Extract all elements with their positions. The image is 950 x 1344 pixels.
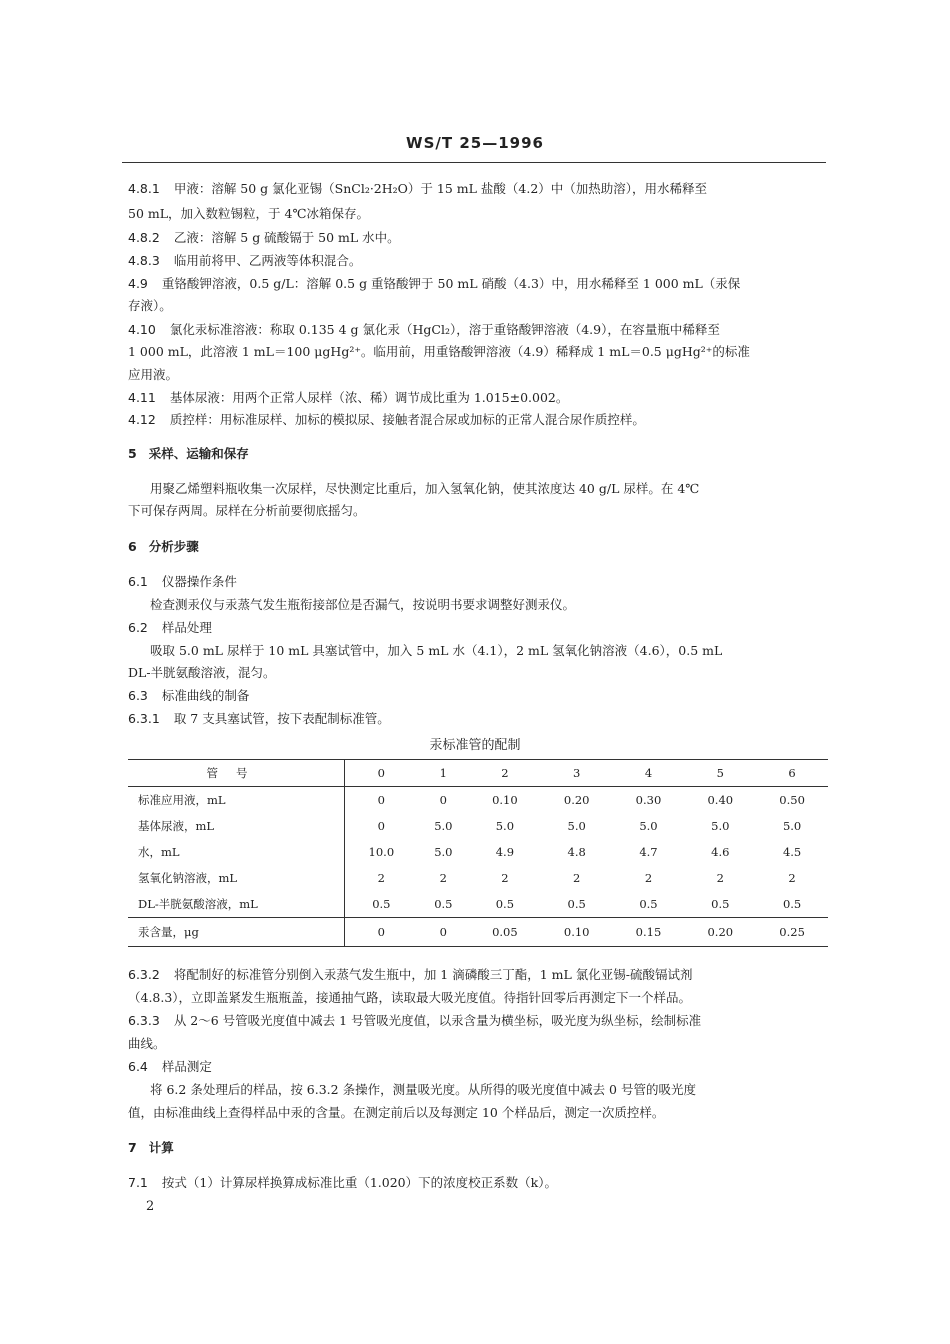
body-paragraph [128, 665, 828, 681]
clause-text: 曲线。 [128, 1036, 166, 1051]
clause-text: 取 7 支具塞试管，按下表配制标准管。 [173, 711, 390, 726]
table-cell: 4.7 [639, 845, 658, 859]
clause-text: 乙液：溶解 5 g 硫酸镉于 50 mL 水中。 [173, 230, 400, 245]
clause-4-10 [128, 322, 828, 338]
table-cell: 2 [644, 871, 653, 885]
table-cell: 0.5 [782, 897, 802, 911]
clause-number: 6.1 [128, 574, 148, 589]
table-cell: 0 [377, 793, 385, 807]
table-cell: 0.40 [707, 793, 734, 807]
section-5-heading [128, 446, 828, 462]
section-title: 计算 [148, 1140, 174, 1155]
table-header-cell: 管号 [128, 760, 345, 787]
clause-text: 存液）。 [128, 298, 172, 313]
table-header-cell: 5 [684, 760, 756, 787]
table-cell: 0.15 [613, 918, 685, 947]
body-paragraph [150, 1082, 850, 1098]
table-cell: 4.8 [567, 845, 586, 859]
table-cell: 0.25 [756, 918, 828, 947]
body-paragraph [128, 503, 828, 519]
clause-number: 4.12 [128, 412, 156, 427]
clause-continuation [128, 990, 828, 1006]
section-number: 5 [128, 446, 137, 461]
table-header-cell: 4 [613, 760, 685, 787]
table-cell: 0 [377, 819, 385, 833]
clause-6-2 [128, 620, 828, 636]
body-text: DL-半胱氨酸溶液，混匀。 [128, 665, 276, 680]
table-row-label: 标准应用液，mL [128, 787, 345, 814]
table-caption: 汞标准管的配制 [429, 738, 521, 753]
clause-4-9 [128, 276, 828, 292]
clause-text: 按式（1）计算尿样换算成标准比重（1.020）下的浓度校正系数（k）。 [161, 1175, 557, 1190]
table-header-row [128, 760, 828, 787]
clause-6-3-1 [128, 711, 828, 727]
table-cell: 5.0 [711, 819, 730, 833]
table-cell: 4.9 [495, 845, 515, 859]
body-paragraph [150, 643, 850, 659]
table-cell: 5.0 [567, 819, 586, 833]
table-header-cell: 2 [469, 760, 541, 787]
clause-number: 6.3.3 [128, 1013, 160, 1028]
table-cell: 0.5 [639, 897, 658, 911]
table-row-label: 水，mL [128, 839, 345, 865]
table-cell: 0.5 [567, 897, 586, 911]
table-cell: 0.20 [563, 793, 590, 807]
clause-4-11 [128, 390, 828, 406]
body-text: 下可保存两周。尿样在分析前要彻底摇匀。 [128, 503, 366, 518]
standard-tube-table [128, 759, 828, 947]
clause-text: 临用前将甲、乙两液等体积混合。 [173, 253, 362, 268]
clause-4-8-1 [128, 181, 828, 197]
table-cell: 0.20 [684, 918, 756, 947]
table-row-label: DL-半胱氨酸溶液，mL [128, 891, 345, 918]
body-text: 将 6.2 条处理后的样品，按 6.3.2 条操作，测量吸光度。从所得的吸光度值中减去 0 号管的吸光度 [150, 1082, 696, 1097]
table-cell: 0.10 [492, 793, 518, 807]
table-row [128, 918, 828, 947]
clause-number: 7.1 [128, 1175, 148, 1190]
section-7-heading [128, 1140, 828, 1156]
clause-text: 标准曲线的制备 [161, 688, 250, 703]
clause-number: 4.8.1 [128, 181, 160, 196]
table-header-cell: 0 [345, 760, 418, 787]
clause-number: 4.8.2 [128, 230, 160, 245]
table-row [128, 787, 828, 814]
clause-6-4 [128, 1059, 828, 1075]
clause-number: 6.4 [128, 1059, 148, 1074]
clause-4-12 [128, 412, 828, 428]
table-row [128, 865, 828, 891]
table-cell: 0.5 [434, 897, 453, 911]
clause-text: 样品测定 [161, 1059, 212, 1074]
section-title: 采样、运输和保存 [148, 446, 249, 461]
table-cell: 0.05 [469, 918, 541, 947]
clause-text: 从 2～6 号管吸光度值中减去 1 号管吸光度值，以汞含量为横坐标，吸光度为纵坐标，绘制标准 [173, 1013, 702, 1028]
table-cell: 5.0 [782, 819, 802, 833]
table-cell: 5.0 [434, 819, 453, 833]
table-row [128, 839, 828, 865]
table-cell: 2 [573, 871, 581, 885]
table-cell: 5.0 [639, 819, 658, 833]
table-cell: 2 [439, 871, 447, 885]
clause-number: 6.2 [128, 620, 148, 635]
table-cell: 0.50 [779, 793, 805, 807]
clause-continuation [128, 367, 828, 383]
body-text: 吸取 5.0 mL 尿样于 10 mL 具塞试管中，加入 5 mL 水（4.1），2 mL 氢氧化钠溶液（4.6），0.5 mL [150, 643, 723, 658]
section-title: 分析步骤 [148, 539, 199, 554]
clause-continuation [128, 206, 828, 222]
clause-number: 4.9 [128, 276, 148, 291]
clause-continuation [128, 298, 828, 314]
clause-text: 将配制好的标准管分别倒入汞蒸气发生瓶中，加 1 滴磷酸三丁酯，1 mL 氯化亚锡-硫酸镉试剂 [173, 967, 693, 982]
clause-continuation [128, 1036, 828, 1052]
table-cell: 0.5 [711, 897, 730, 911]
table-header-cell: 1 [418, 760, 469, 787]
section-number: 6 [128, 539, 137, 554]
table-cell: 0.10 [541, 918, 613, 947]
section-6-heading [128, 539, 828, 555]
body-text: 值，由标准曲线上查得样品中汞的含量。在测定前后以及每测定 10 个样品后，测定一次质控样。 [128, 1105, 665, 1120]
table-row-label: 氢氧化钠溶液，mL [128, 865, 345, 891]
clause-text: 1 000 mL，此溶液 1 mL＝100 μgHg²⁺。临用前，用重铬酸钾溶液（4.9）稀释成 1 mL＝0.5 μgHg²⁺的标准 [128, 344, 750, 359]
clause-text: 重铬酸钾溶液，0.5 g/L：溶解 0.5 g 重铬酸钾于 50 mL 硝酸（4.3）中，用水稀释至 1 000 mL（汞保 [161, 276, 741, 291]
clause-6-3-2 [128, 967, 828, 983]
clause-4-8-2 [128, 230, 828, 246]
table-cell: 2 [501, 871, 509, 885]
clause-7-1 [128, 1175, 828, 1191]
section-number: 7 [128, 1140, 137, 1155]
clause-text: 应用液。 [128, 367, 179, 382]
table-cell: 4.6 [711, 845, 730, 859]
clause-text: 质控样：用标准尿样、加标的模拟尿、接触者混合尿或加标的正常人混合尿作质控样。 [169, 412, 645, 427]
page-header: WS/T 25—1996 [406, 134, 544, 152]
clause-text: 50 mL，加入数粒锡粒，于 4℃冰箱保存。 [128, 206, 369, 221]
table-cell: 2 [716, 871, 724, 885]
table-cell: 2 [788, 871, 796, 885]
table-row [128, 891, 828, 918]
clause-text: （4.8.3），立即盖紧发生瓶瓶盖，接通抽气路，读取最大吸光度值。待指针回零后再测定下一个样品。 [128, 990, 692, 1005]
clause-number: 6.3 [128, 688, 148, 703]
clause-continuation [128, 344, 828, 360]
clause-6-1 [128, 574, 828, 590]
table-header-cell: 6 [756, 760, 828, 787]
table-cell: 5.0 [495, 819, 515, 833]
clause-text: 仪器操作条件 [161, 574, 237, 589]
table-row [128, 813, 828, 839]
clause-text: 样品处理 [161, 620, 212, 635]
header-rule [122, 162, 826, 163]
table-cell: 10.0 [368, 845, 395, 859]
clause-text: 氯化汞标准溶液：称取 0.135 4 g 氯化汞（HgCl₂），溶于重铬酸钾溶液（4.9），在容量瓶中稀释至 [169, 322, 720, 337]
table-cell: 5.0 [434, 845, 453, 859]
table-cell: 0.30 [635, 793, 662, 807]
body-paragraph [128, 1105, 828, 1121]
table-cell: 0 [418, 918, 469, 947]
clause-4-8-3 [128, 253, 828, 269]
table-header-cell: 3 [541, 760, 613, 787]
table-cell: 0.5 [495, 897, 515, 911]
table-row-label: 汞含量，μg [128, 918, 345, 947]
table-cell: 0 [439, 793, 447, 807]
page-number: 2 [146, 1199, 155, 1214]
clause-number: 6.3.1 [128, 711, 160, 726]
body-paragraph [150, 597, 850, 613]
table-cell: 4.5 [782, 845, 802, 859]
clause-6-3-3 [128, 1013, 828, 1029]
clause-number: 6.3.2 [128, 967, 160, 982]
clause-number: 4.8.3 [128, 253, 160, 268]
table-cell: 0.5 [372, 897, 391, 911]
clause-text: 基体尿液：用两个正常人尿样（浓、稀）调节成比重为 1.015±0.002。 [169, 390, 569, 405]
clause-text: 甲液：溶解 50 g 氯化亚锡（SnCl₂·2H₂O）于 15 mL 盐酸（4.2）中（加热助溶），用水稀释至 [173, 181, 708, 196]
clause-number: 4.10 [128, 322, 156, 337]
table-cell: 2 [377, 871, 385, 885]
table-cell: 0 [345, 918, 418, 947]
body-text: 用聚乙烯塑料瓶收集一次尿样，尽快测定比重后，加入氢氧化钠，使其浓度达 40 g/L 尿样。在 4℃ [150, 481, 700, 496]
table-row-label: 基体尿液，mL [128, 813, 345, 839]
body-paragraph [150, 481, 850, 497]
clause-number: 4.11 [128, 390, 156, 405]
body-text: 检查测汞仪与汞蒸气发生瓶衔接部位是否漏气，按说明书要求调整好测汞仪。 [150, 597, 576, 612]
clause-6-3 [128, 688, 828, 704]
